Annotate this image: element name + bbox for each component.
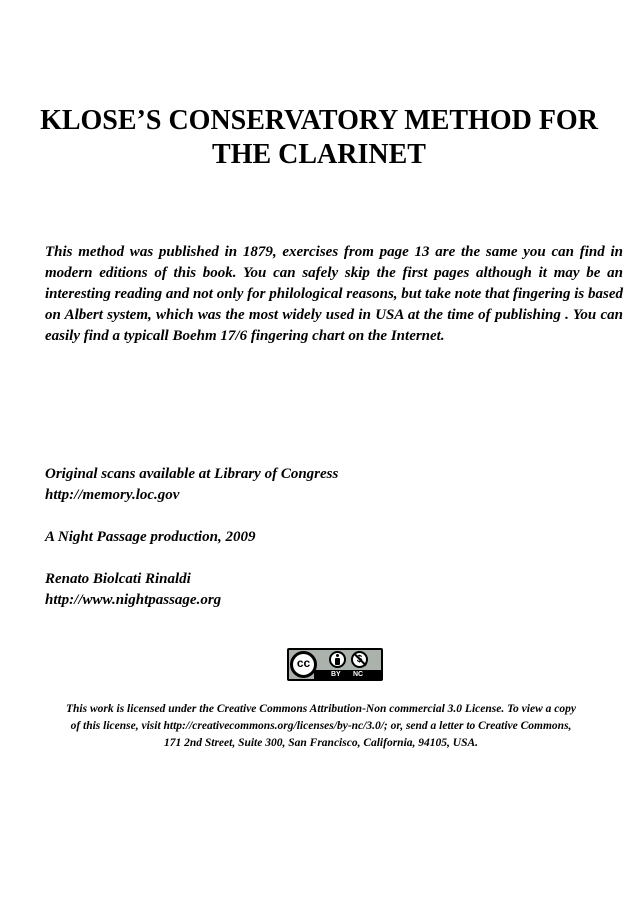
cc-license-badge xyxy=(287,648,383,681)
license-line-2: of this license, visit http://creativecommons.org/licenses/by-nc/3.0/; or, send a letter to Creative Commons, xyxy=(70,720,572,732)
author-name: Renato Biolcati Rinaldi xyxy=(45,571,191,587)
creative-commons-icon: cc xyxy=(290,651,317,678)
scans-source-url: http://memory.loc.gov xyxy=(45,487,180,503)
license-line-1: This work is licensed under the Creative Commons Attribution-Non commercial 3.0 License. To view a copy xyxy=(66,703,576,715)
credits-block xyxy=(45,464,605,611)
page-title xyxy=(20,104,618,172)
author-url: http://www.nightpassage.org xyxy=(45,592,222,608)
attribution-icon xyxy=(329,651,346,668)
nc-label: NC xyxy=(353,671,364,678)
title-line-2: THE CLARINET xyxy=(212,139,426,170)
production-credit: A Night Passage production, 2009 xyxy=(45,529,256,545)
license-notice xyxy=(38,701,604,752)
by-label: BY xyxy=(331,671,341,678)
intro-paragraph: This method was published in 1879, exercises from page 13 are the same you can find in modern editions of this book. You can safely skip the first pages although it may be an interesting reading and not only for philological reasons, but take note that fingering is based on Albert system, which was the most widely used in USA at the time of publishing . You can easily find a typicall Boehm 17/6 fingering chart on the Internet. xyxy=(45,244,623,344)
title-line-1: KLOSE’S CONSERVATORY METHOD FOR xyxy=(40,105,598,136)
scans-source-text: Original scans available at Library of Congress xyxy=(45,466,339,482)
noncommercial-icon xyxy=(351,651,368,668)
license-line-3: 171 2nd Street, Suite 300, San Francisco, California, 94105, USA. xyxy=(163,737,479,749)
